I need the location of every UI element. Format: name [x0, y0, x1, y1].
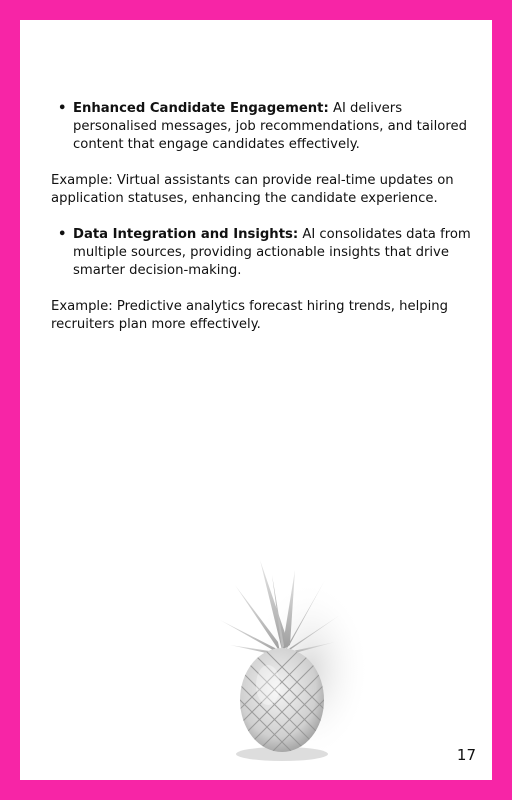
pineapple-image — [200, 550, 370, 770]
page-number: 17 — [456, 746, 476, 764]
bullet-title: Data Integration and Insights: — [73, 227, 299, 242]
bullet-text: AI consolidates data from multiple sources, providing actionable insights that drive smarter decision-making. — [73, 227, 471, 278]
bullet-title: Enhanced Candidate Engagement: — [73, 101, 329, 116]
pineapple-icon — [200, 550, 370, 770]
bullet-data-integration — [51, 226, 471, 280]
page — [20, 20, 492, 780]
example-paragraph: Example: Predictive analytics forecast hiring trends, helping recruiters plan more effectively. — [51, 299, 449, 332]
bullet-enhanced-engagement — [51, 100, 471, 154]
example-paragraph: Example: Virtual assistants can provide real-time updates on application statuses, enhancing the candidate experience. — [51, 173, 454, 206]
page-content — [51, 100, 471, 352]
bullet-text: AI delivers personalised messages, job recommendations, and tailored content that engage candidates effectively. — [73, 101, 467, 152]
